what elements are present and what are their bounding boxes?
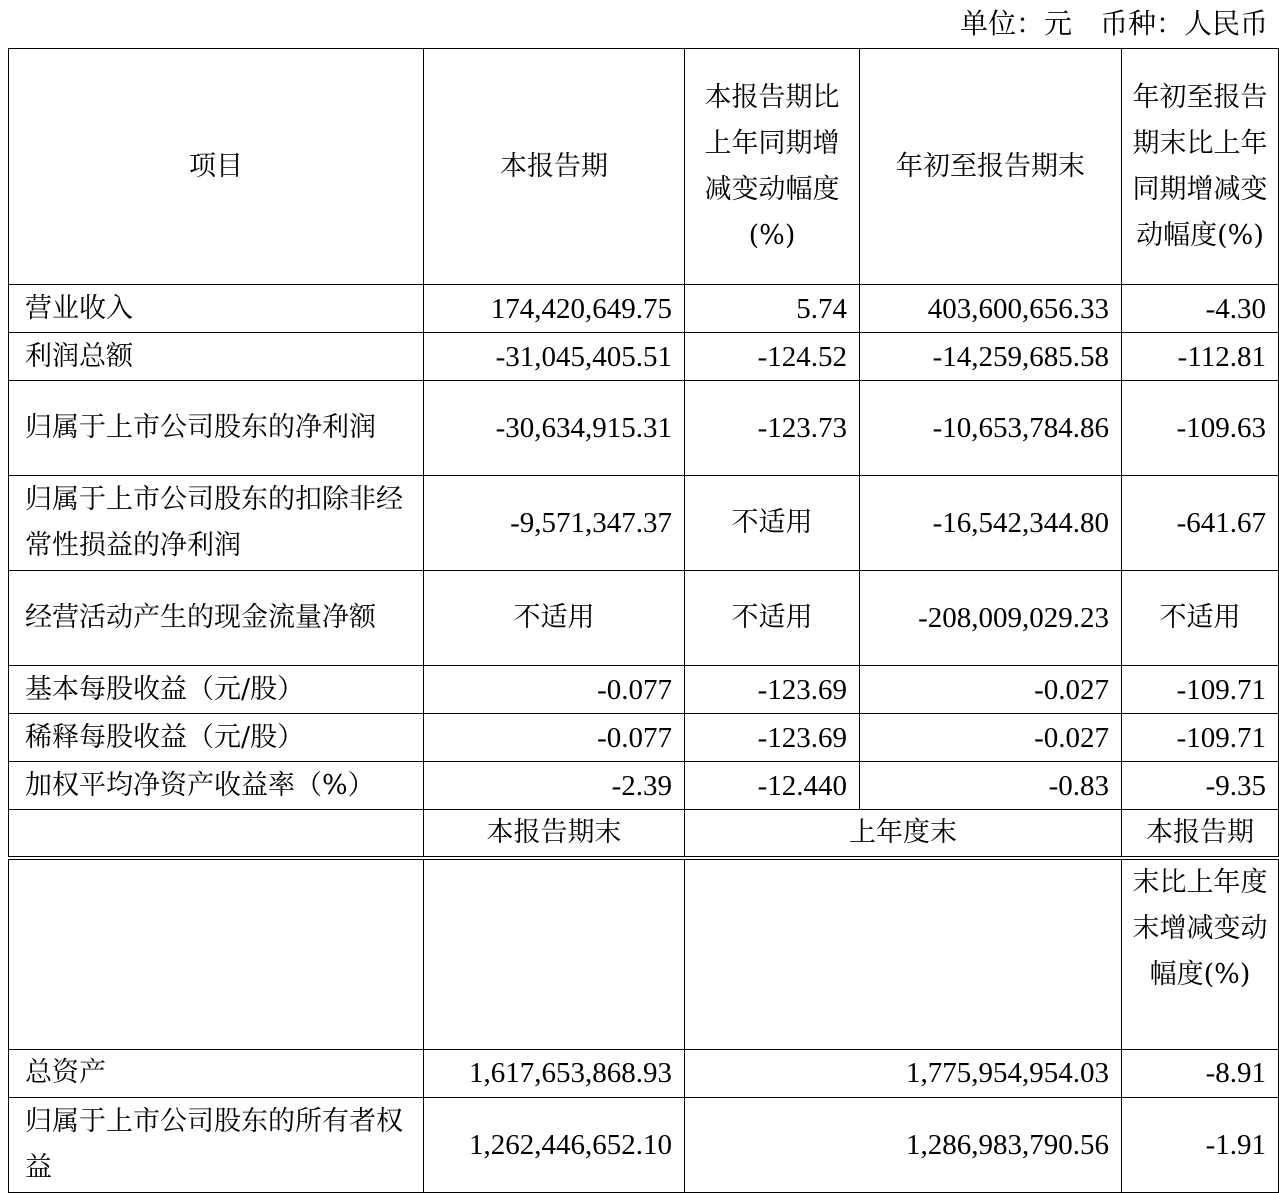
table-row [9,1049,1279,1097]
cell-ytd-change: -112.81 [1122,333,1279,381]
header-ytd: 年初至报告期末 [860,49,1122,285]
header-change-rest: 末比上年度末增减变动幅度(%) [1122,858,1279,1049]
header-ytd-change: 年初至报告期末比上年同期增减变动幅度(%) [1122,49,1279,285]
cell-current: -31,045,405.51 [424,333,685,381]
row-label: 加权平均净资产收益率（%） [9,762,424,810]
cell-ytd-change: -641.67 [1122,476,1279,571]
cell-current: 174,420,649.75 [424,285,685,333]
balance-header-empty [9,858,424,1049]
cell-current-change: 不适用 [685,476,860,571]
row-label: 经营活动产生的现金流量净额 [9,571,424,666]
cell-ytd: -0.027 [860,714,1122,762]
table-header-row [9,49,1279,285]
row-label: 总资产 [9,1049,424,1097]
header-current-period: 本报告期 [424,49,685,285]
cell-ytd: -10,653,784.86 [860,381,1122,476]
cell-current-change: -123.69 [685,714,860,762]
financial-data-table [8,48,1279,1193]
cell-current: 不适用 [424,571,685,666]
cell-ytd: 403,600,656.33 [860,285,1122,333]
cell-ytd-change: -9.35 [1122,762,1279,810]
balance-header-row [9,810,1279,859]
header-item: 项目 [9,49,424,285]
table-row [9,666,1279,714]
unit-currency-note: 单位：元 币种：人民币 [959,7,1268,40]
balance-header-empty [9,810,424,859]
cell-ytd-change: -109.71 [1122,666,1279,714]
cell-ytd: -208,009,029.23 [860,571,1122,666]
row-label: 基本每股收益（元/股） [9,666,424,714]
cell-ytd: -16,542,344.80 [860,476,1122,571]
cell-current-change: -124.52 [685,333,860,381]
table-row [9,381,1279,476]
table-row [9,762,1279,810]
row-label: 利润总额 [9,333,424,381]
cell-ytd-change: 不适用 [1122,571,1279,666]
balance-header-empty [685,858,1122,1049]
cell-prior-year-end: 1,775,954,954.03 [685,1049,1122,1097]
cell-current-change: -12.440 [685,762,860,810]
cell-current: -0.077 [424,666,685,714]
table-row [9,1097,1279,1192]
cell-current-change: 不适用 [685,571,860,666]
balance-header-continuation-row [9,858,1279,1049]
header-change-line1: 本报告期 [1122,810,1279,859]
cell-ytd-change: -4.30 [1122,285,1279,333]
cell-current: -2.39 [424,762,685,810]
row-label: 归属于上市公司股东的净利润 [9,381,424,476]
cell-current-change: -123.73 [685,381,860,476]
table-row [9,476,1279,571]
cell-current: -0.077 [424,714,685,762]
table-row [9,571,1279,666]
table-row [9,285,1279,333]
cell-ytd-change: -109.71 [1122,714,1279,762]
table-row [9,333,1279,381]
header-prior-year-end: 上年度末 [685,810,1122,859]
cell-ytd: -0.83 [860,762,1122,810]
cell-ytd-change: -109.63 [1122,381,1279,476]
row-label: 稀释每股收益（元/股） [9,714,424,762]
row-label: 归属于上市公司股东的所有者权益 [9,1097,424,1192]
cell-change: -1.91 [1122,1097,1279,1192]
cell-change: -8.91 [1122,1049,1279,1097]
cell-ytd: -14,259,685.58 [860,333,1122,381]
row-label: 营业收入 [9,285,424,333]
cell-current: -30,634,915.31 [424,381,685,476]
cell-current: -9,571,347.37 [424,476,685,571]
cell-prior-year-end: 1,286,983,790.56 [685,1097,1122,1192]
cell-current-change: -123.69 [685,666,860,714]
cell-ytd: -0.027 [860,666,1122,714]
header-current-period-change: 本报告期比上年同期增减变动幅度(%) [685,49,860,285]
cell-current-change: 5.74 [685,285,860,333]
table-row [9,714,1279,762]
row-label: 归属于上市公司股东的扣除非经常性损益的净利润 [9,476,424,571]
cell-period-end: 1,617,653,868.93 [424,1049,685,1097]
balance-header-empty [424,858,685,1049]
cell-period-end: 1,262,446,652.10 [424,1097,685,1192]
header-period-end: 本报告期末 [424,810,685,859]
